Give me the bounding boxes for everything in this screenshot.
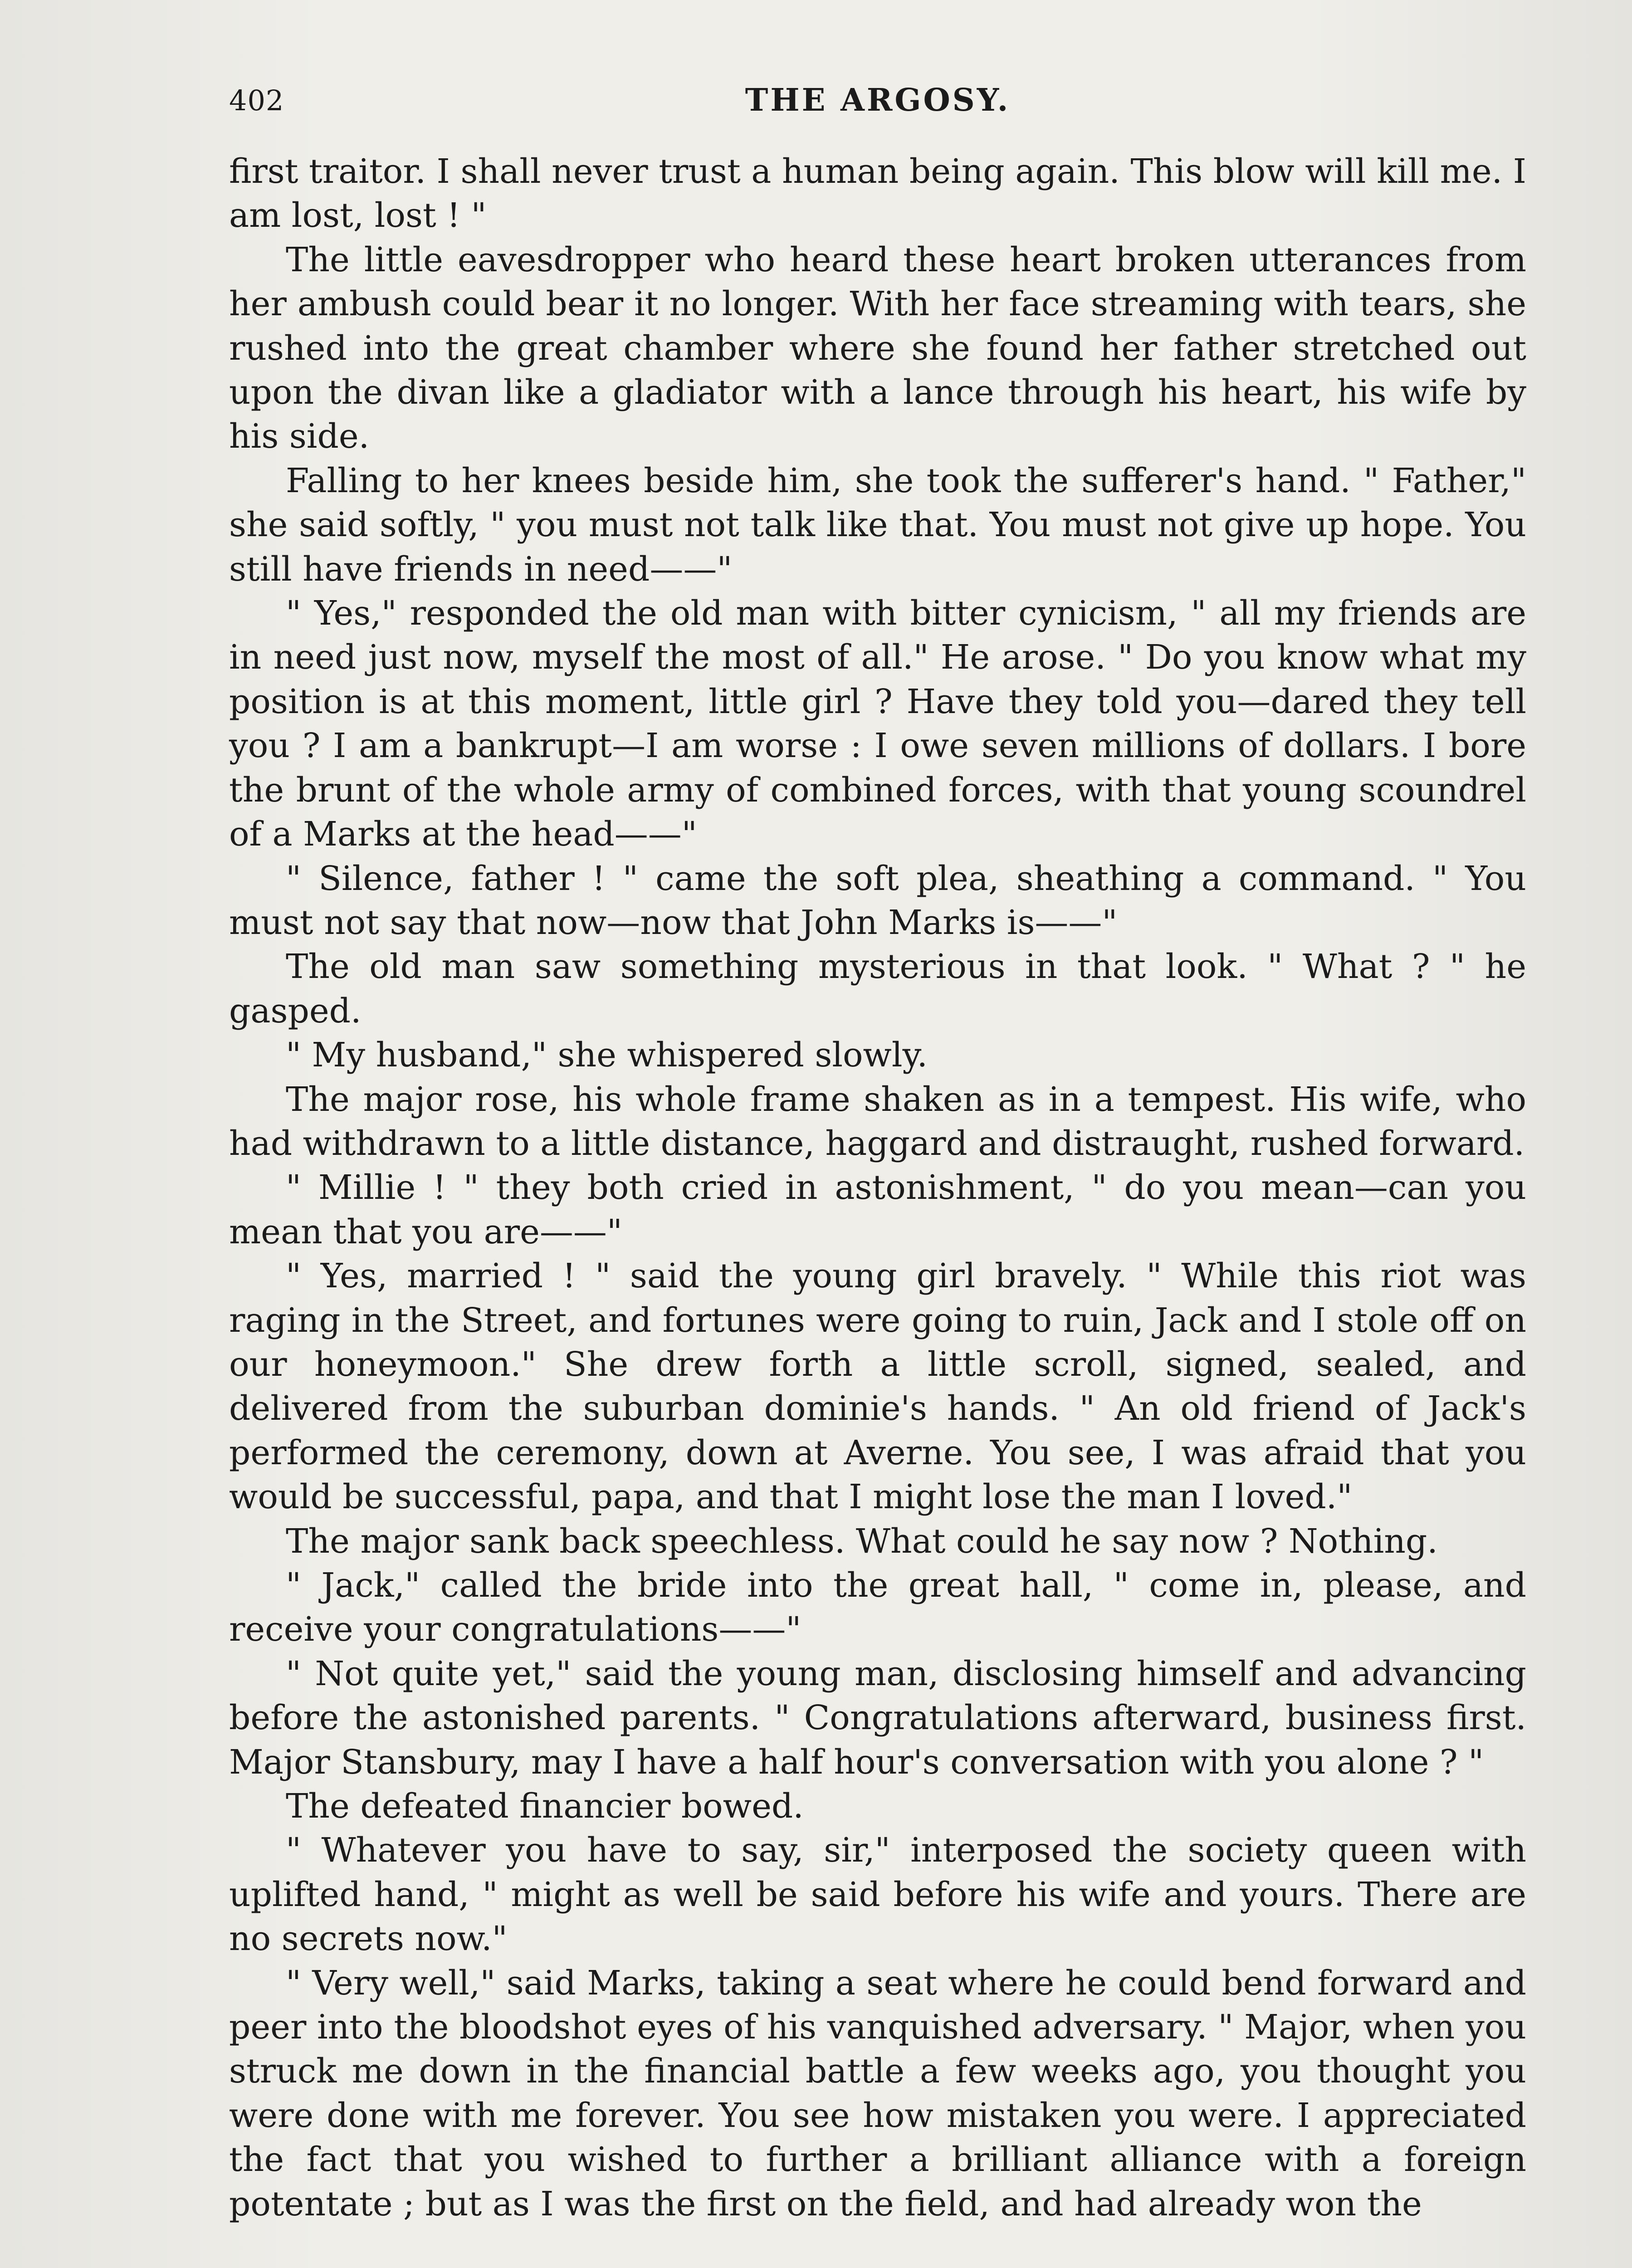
paragraph-2: The little eavesdropper who heard these heart broken utterances from her ambush could bear it no longer. With her face streaming with tears, she rushed into the great chamber where she found her father stretched out upon the divan like a gladiator with a lance through his heart, his wife by his side. <box>229 240 1526 456</box>
paragraph-4: " Yes," responded the old man with bitter cynicism, " all my friends are in need just now, myself the most of all." He arose. " Do you know what my position is at this moment, little girl ? Have they told you—dared they tell you ? I am a bankrupt—I am worse : I owe seven millions of dollars. I bore the brunt of the whole army of combined forces, with that young scoundrel of a Marks at the head——" <box>229 594 1526 854</box>
paragraph-10: " Yes, married ! " said the young girl bravely. " While this riot was raging in the Street, and fortunes were going to ruin, Jack and I stole off on our honeymoon." She drew forth a little scroll, signed, sealed, and delivered from the suburban dominie's hands. " An old friend of Jack's performed the ceremony, down at Averne. You see, I was afraid that you would be successful, papa, and that I might lose the man I loved." <box>229 1256 1526 1517</box>
paragraph-15: " Whatever you have to say, sir," interposed the society queen with uplifted hand, " might as well be said before his wife and yours. There are no secrets now." <box>229 1831 1526 1959</box>
paragraph-1: first traitor. I shall never trust a human being again. This blow will kill me. I am lost, lost ! " <box>229 152 1526 235</box>
article-body <box>229 150 1526 2226</box>
page-header <box>229 84 1526 134</box>
paragraph-14: The defeated financier bowed. <box>286 1787 804 1826</box>
paragraph-5: " Silence, father ! " came the soft plea, sheathing a command. " You must not say that now—now that John Marks is——" <box>229 859 1526 942</box>
paragraph-8: The major rose, his whole frame shaken as in a tempest. His wife, who had withdrawn to a little distance, haggard and distraught, rushed forward. <box>229 1080 1526 1163</box>
paragraph-13: " Not quite yet," said the young man, disclosing himself and advancing before the astonished parents. " Congratulations afterward, business first. Major Stansbury, may I have a half hour's conversation with you alone ? " <box>229 1654 1526 1782</box>
paragraph-6: The old man saw something mysterious in that look. " What ? " he gasped. <box>229 947 1526 1031</box>
paragraph-12: " Jack," called the bride into the great hall, " come in, please, and receive your congratulations——" <box>229 1566 1526 1649</box>
paragraph-7: " My husband," she whispered slowly. <box>286 1036 928 1075</box>
page-number: 402 <box>229 84 284 117</box>
paragraph-11: The major sank back speechless. What could he say now ? Nothing. <box>286 1521 1438 1561</box>
running-title: THE ARGOSY. <box>745 82 1011 118</box>
paragraph-16: " Very well," said Marks, taking a seat where he could bend forward and peer into the bloodshot eyes of his vanquished adversary. " Major, when you struck me down in the financial battle a few weeks ago, you thought you were done with me forever. You see how mistaken you were. I appreciated the fact that you wished to further a brilliant alliance with a foreign potentate ; but as I was the first on the field, and had already won the <box>229 1963 1526 2224</box>
paragraph-3: Falling to her knees beside him, she took the sufferer's hand. " Father," she said softly, " you must not talk like that. You must not give up hope. You still have friends in need——" <box>229 461 1526 589</box>
paragraph-9: " Millie ! " they both cried in astonishment, " do you mean—can you mean that you are——" <box>229 1168 1526 1251</box>
